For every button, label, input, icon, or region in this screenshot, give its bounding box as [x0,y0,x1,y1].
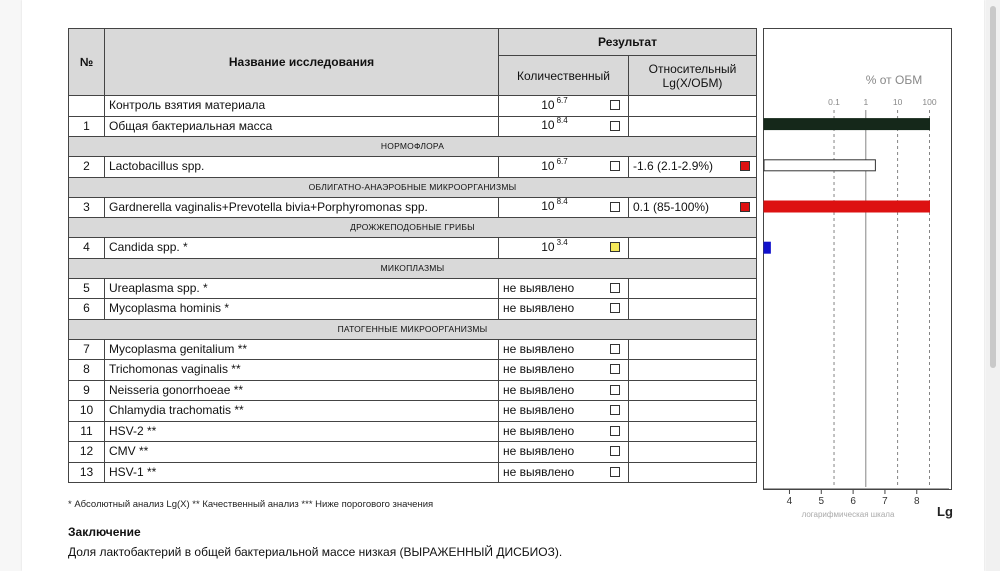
qty-text: не выявлено [503,382,575,397]
relative-result [629,339,757,360]
status-box-icon [610,303,620,313]
status-box-icon [610,467,620,477]
header-name: Название исследования [105,29,499,96]
section-header [69,137,757,157]
chart-title: % от ОБМ [865,73,923,87]
footnote: * Абсолютный анализ Lg(X) ** Качественный анализ *** Ниже порогового значения [68,499,434,510]
relative-result [629,116,757,137]
test-name: Neisseria gonorrhoeae ** [105,380,499,401]
scrollbar-thumb[interactable] [990,6,996,368]
status-box-icon [610,100,620,110]
row-number: 10 [69,401,105,422]
results-table [68,28,757,483]
row-number: 1 [69,116,105,137]
quantitative-result [499,401,629,422]
quantitative-result [499,462,629,483]
x-tick-label: 4 [786,496,793,507]
conclusion-title: Заключение [68,525,141,539]
table-row [69,462,757,483]
data-bar [764,119,929,130]
x-axis-unit-label: Lg [937,504,953,519]
table-row [69,116,757,137]
qty-text: не выявлено [503,280,575,295]
test-name: Общая бактериальная масса [105,116,499,137]
row-number: 6 [69,299,105,320]
qty-exponent: 6.7 [556,95,568,105]
relative-result [629,238,757,259]
x-tick-label: 7 [882,496,888,507]
row-number: 5 [69,278,105,299]
flag-box-icon [740,202,750,212]
relative-result [629,278,757,299]
qty-exponent: 3.4 [556,237,568,247]
section-label: ПАТОГЕННЫЕ МИКРООРГАНИЗМЫ [69,319,757,339]
table-row [69,197,757,218]
table-row [69,380,757,401]
relative-result [629,462,757,483]
quantitative-result [499,238,629,259]
relative-value: 0.1 (85-100%) [633,199,710,214]
header-relative-line2: Lg(X/ОБМ) [662,75,723,90]
table-row [69,339,757,360]
status-box-icon [610,121,620,131]
qty-text: не выявлено [503,403,575,418]
status-box-icon [610,242,620,252]
status-box-icon [610,426,620,436]
qty-text: не выявлено [503,444,575,459]
data-bar [764,201,929,212]
row-number: 12 [69,442,105,463]
log-scale-chart [763,28,953,527]
status-box-icon [610,364,620,374]
chart-svg [763,28,953,522]
table-row [69,238,757,259]
test-name: HSV-2 ** [105,421,499,442]
quantitative-result [499,339,629,360]
relative-value: -1.6 (2.1-2.9%) [633,159,714,174]
quantitative-result [499,157,629,178]
conclusion-text: Доля лактобактерий в общей бактериальной массе низкая (ВЫРАЖЕННЫЙ ДИСБИОЗ). [68,545,563,559]
qty-base: 10 [541,199,555,214]
qty-base: 10 [541,158,555,173]
qty-text: не выявлено [503,362,575,377]
test-name: Lactobacillus spp. [105,157,499,178]
relative-result [629,401,757,422]
header-relative-line1: Относительный [648,61,737,76]
test-name: Trichomonas vaginalis ** [105,360,499,381]
percent-tick-label: 10 [892,97,903,107]
header-result: Результат [499,29,757,56]
percent-tick-label: 1 [863,97,869,107]
x-tick-label: 6 [850,496,856,507]
status-box-icon [610,385,620,395]
section-label: НОРМОФЛОРА [69,137,757,157]
quantitative-result [499,278,629,299]
table-row [69,442,757,463]
quantitative-result [499,96,629,117]
data-bar [764,160,875,171]
table-row [69,401,757,422]
test-name: Контроль взятия материала [105,96,499,117]
table-row [69,299,757,320]
relative-result [629,421,757,442]
row-number: 8 [69,360,105,381]
relative-result [629,96,757,117]
status-box-icon [610,405,620,415]
percent-tick-label: 0.1 [828,97,840,107]
flag-box-icon [740,161,750,171]
section-header [69,319,757,339]
table-row [69,278,757,299]
qty-exponent: 8.4 [556,197,568,207]
relative-result [629,197,757,218]
section-label: ДРОЖЖЕПОДОБНЫЕ ГРИБЫ [69,218,757,238]
relative-result [629,380,757,401]
status-box-icon [610,446,620,456]
status-box-icon [610,283,620,293]
header-num: № [69,29,105,96]
status-box-icon [610,344,620,354]
test-name: Candida spp. * [105,238,499,259]
test-name: HSV-1 ** [105,462,499,483]
qty-base: 10 [541,239,555,254]
quantitative-result [499,360,629,381]
results-body [69,96,757,483]
x-tick-label: 5 [818,496,825,507]
test-name: Ureaplasma spp. * [105,278,499,299]
qty-base: 10 [541,97,555,112]
status-box-icon [610,161,620,171]
section-label: ОБЛИГАТНО-АНАЭРОБНЫЕ МИКРООРГАНИЗМЫ [69,177,757,197]
relative-result [629,299,757,320]
x-axis-label: логарифмическая шкала [801,510,895,519]
table-row [69,360,757,381]
relative-result [629,360,757,381]
row-number: 7 [69,339,105,360]
test-name: Mycoplasma hominis * [105,299,499,320]
quantitative-result [499,299,629,320]
row-number: 13 [69,462,105,483]
qty-text: не выявлено [503,301,575,316]
table-row [69,157,757,178]
row-number [69,96,105,117]
row-number: 9 [69,380,105,401]
header-quantitative: Количественный [499,56,629,96]
row-number: 4 [69,238,105,259]
quantitative-result [499,116,629,137]
relative-result [629,157,757,178]
qty-base: 10 [541,118,555,133]
test-name: Gardnerella vaginalis+Prevotella bivia+Porphyromonas spp. [105,197,499,218]
row-number: 2 [69,157,105,178]
section-label: МИКОПЛАЗМЫ [69,258,757,278]
qty-text: не выявлено [503,341,575,356]
qty-text: не выявлено [503,464,575,479]
qty-exponent: 6.7 [556,156,568,166]
vertical-scrollbar[interactable] [986,0,1000,571]
test-name: Mycoplasma genitalium ** [105,339,499,360]
row-number: 11 [69,421,105,442]
test-name: Chlamydia trachomatis ** [105,401,499,422]
test-name: CMV ** [105,442,499,463]
x-tick-label: 8 [913,496,920,507]
quantitative-result [499,442,629,463]
section-header [69,218,757,238]
status-box-icon [610,202,620,212]
section-header [69,177,757,197]
data-bar [764,242,770,253]
percent-tick-label: 100 [922,97,937,107]
table-row [69,421,757,442]
section-header [69,258,757,278]
row-number: 3 [69,197,105,218]
relative-result [629,442,757,463]
qty-exponent: 8.4 [556,116,568,126]
quantitative-result [499,421,629,442]
quantitative-result [499,380,629,401]
header-relative [629,56,757,96]
table-row [69,96,757,117]
quantitative-result [499,197,629,218]
qty-text: не выявлено [503,423,575,438]
